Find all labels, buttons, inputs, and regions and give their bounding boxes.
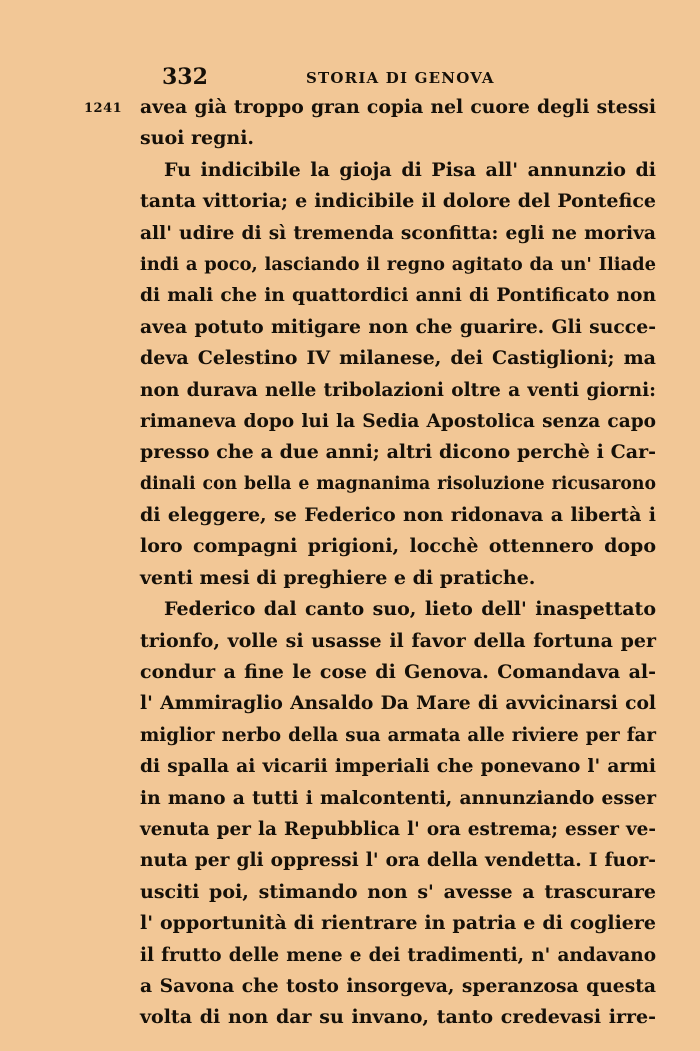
- text-line: tanta vittoria; e indicibile il dolore del Pontefice: [140, 190, 656, 213]
- text-line: di spalla ai vicarii imperiali che ponevano l' armi: [140, 756, 656, 778]
- text-line: loro compagni prigioni, locchè ottennero dopo: [140, 535, 656, 558]
- text-line: nuta per gli oppressi l' ora della vendetta. I fuor-: [140, 850, 656, 872]
- text-line: avea potuto mitigare non che guarire. Gli succe-: [140, 315, 656, 338]
- text-line: di eleggere, se Federico non ridonava a libertà i: [140, 504, 656, 527]
- text-line: indi a poco, lasciando il regno agitato da un' Iliade: [140, 253, 656, 275]
- text-line: suoi regni.: [140, 127, 255, 150]
- text-line: avea già troppo gran copia nel cuore degli stessi: [140, 96, 656, 118]
- text-line: in mano a tutti i malcontenti, annunziando esser: [140, 787, 656, 809]
- text-line: all' udire di sì tremenda sconfitta: egli ne moriva: [140, 222, 656, 244]
- text-line: venti mesi di preghiere e di pratiche.: [140, 566, 536, 589]
- text-line: dinali con bella e magnanima risoluzione ricusarono: [140, 473, 656, 494]
- text-line: di mali che in quattordici anni di Pontificato non: [140, 285, 656, 307]
- body-text: [140, 92, 656, 1034]
- text-line: l' opportunità di rientrare in patria e di cogliere: [140, 912, 656, 935]
- text-line: venuta per la Repubblica l' ora estrema; esser ve-: [140, 818, 656, 840]
- text-line: il frutto delle mene e dei tradimenti, n' andavano: [140, 944, 656, 966]
- margin-year-note: 1241: [84, 101, 123, 116]
- page-number: 332: [162, 64, 208, 90]
- text-line: miglior nerbo della sua armata alle riviere per far: [140, 724, 656, 746]
- text-line: trionfo, volle si usasse il favor della fortuna per: [140, 629, 656, 652]
- text-line: Federico dal canto suo, lieto dell' inaspettato: [164, 598, 656, 621]
- running-title: STORIA DI GENOVA: [306, 69, 495, 87]
- text-line: Fu indicibile la gioja di Pisa all' annunzio di: [164, 158, 656, 181]
- text-line: presso che a due anni; altri dicono perchè i Car-: [140, 441, 656, 464]
- text-line: deva Celestino IV milanese, dei Castiglioni; ma: [140, 347, 656, 370]
- text-line: non durava nelle tribolazioni oltre a venti giorni:: [140, 379, 656, 401]
- text-line: a Savona che tosto insorgeva, speranzosa questa: [140, 974, 656, 997]
- text-line: usciti poi, stimando non s' avesse a trascurare: [140, 880, 656, 903]
- page-header: [0, 62, 700, 92]
- text-line: condur a fine le cose di Genova. Comandava al-: [140, 661, 656, 684]
- text-line: rimaneva dopo lui la Sedia Apostolica senza capo: [140, 410, 656, 432]
- text-line: l' Ammiraglio Ansaldo Da Mare di avvicinarsi col: [140, 692, 656, 715]
- text-line: volta di non dar su invano, tanto credevasi irre-: [140, 1006, 656, 1029]
